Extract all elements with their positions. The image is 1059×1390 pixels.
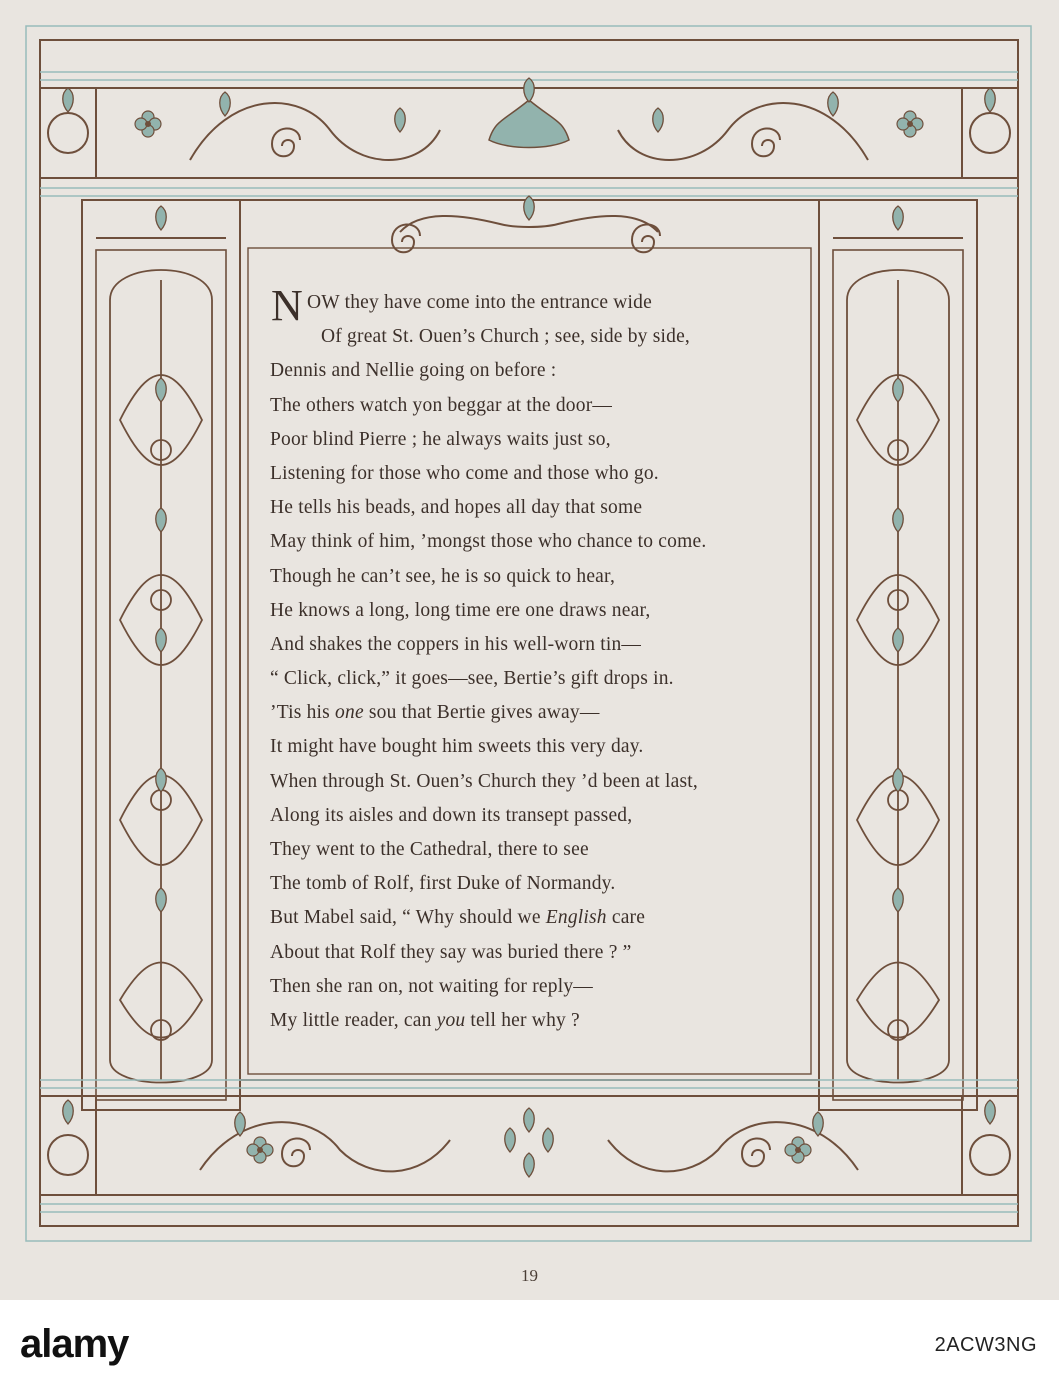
poem-line: My little reader, can you tell her why ?	[270, 1009, 580, 1031]
poem-line: They went to the Cathedral, there to see	[270, 839, 589, 860]
poem-line: Though he can’t see, he is so quick to hear,	[270, 565, 616, 587]
poem-line: Along its aisles and down its transept passed,	[270, 804, 633, 826]
poem-line: And shakes the coppers in his well-worn tin—	[270, 633, 642, 655]
poem-line: About that Rolf they say was buried there ? ”	[270, 941, 632, 963]
poem-line: When through St. Ouen’s Church they ’d been at last,	[270, 770, 698, 792]
stock-id: 2ACW3NG	[934, 1334, 1037, 1356]
brand-logo: alamy	[20, 1322, 129, 1366]
poem-line: It might have bought him sweets this very day.	[270, 736, 644, 758]
stock-footer	[0, 1300, 1059, 1390]
poem-line: Poor blind Pierre ; he always waits just so,	[270, 428, 611, 450]
poem-line: But Mabel said, “ Why should we English care	[270, 907, 646, 929]
poem-line: ’Tis his one sou that Bertie gives away—	[270, 702, 600, 724]
poem-line: He knows a long, long time ere one draws near,	[270, 599, 651, 621]
page-number: 19	[521, 1266, 538, 1285]
poem-line: Then she ran on, not waiting for reply—	[270, 975, 593, 997]
poem-line: Listening for those who come and those who go.	[270, 462, 659, 484]
poem-line: Dennis and Nellie going on before :	[270, 360, 557, 382]
poem-line: May think of him, ’mongst those who chance to come.	[270, 531, 707, 553]
poem-line: “ Click, click,” it goes—see, Bertie’s gift drops in.	[270, 668, 674, 690]
poem-line: The others watch yon beggar at the door—	[270, 394, 613, 416]
poem-text	[270, 281, 790, 1038]
poem-line: The tomb of Rolf, first Duke of Normandy.	[270, 873, 616, 895]
poem-line: He tells his beads, and hopes all day that some	[270, 497, 643, 519]
poem-line-1: NOW they have come into the entrance wide	[271, 281, 652, 330]
poem-line-2: Of great St. Ouen’s Church ; see, side by side,	[321, 326, 690, 348]
drop-cap: N	[271, 281, 303, 330]
